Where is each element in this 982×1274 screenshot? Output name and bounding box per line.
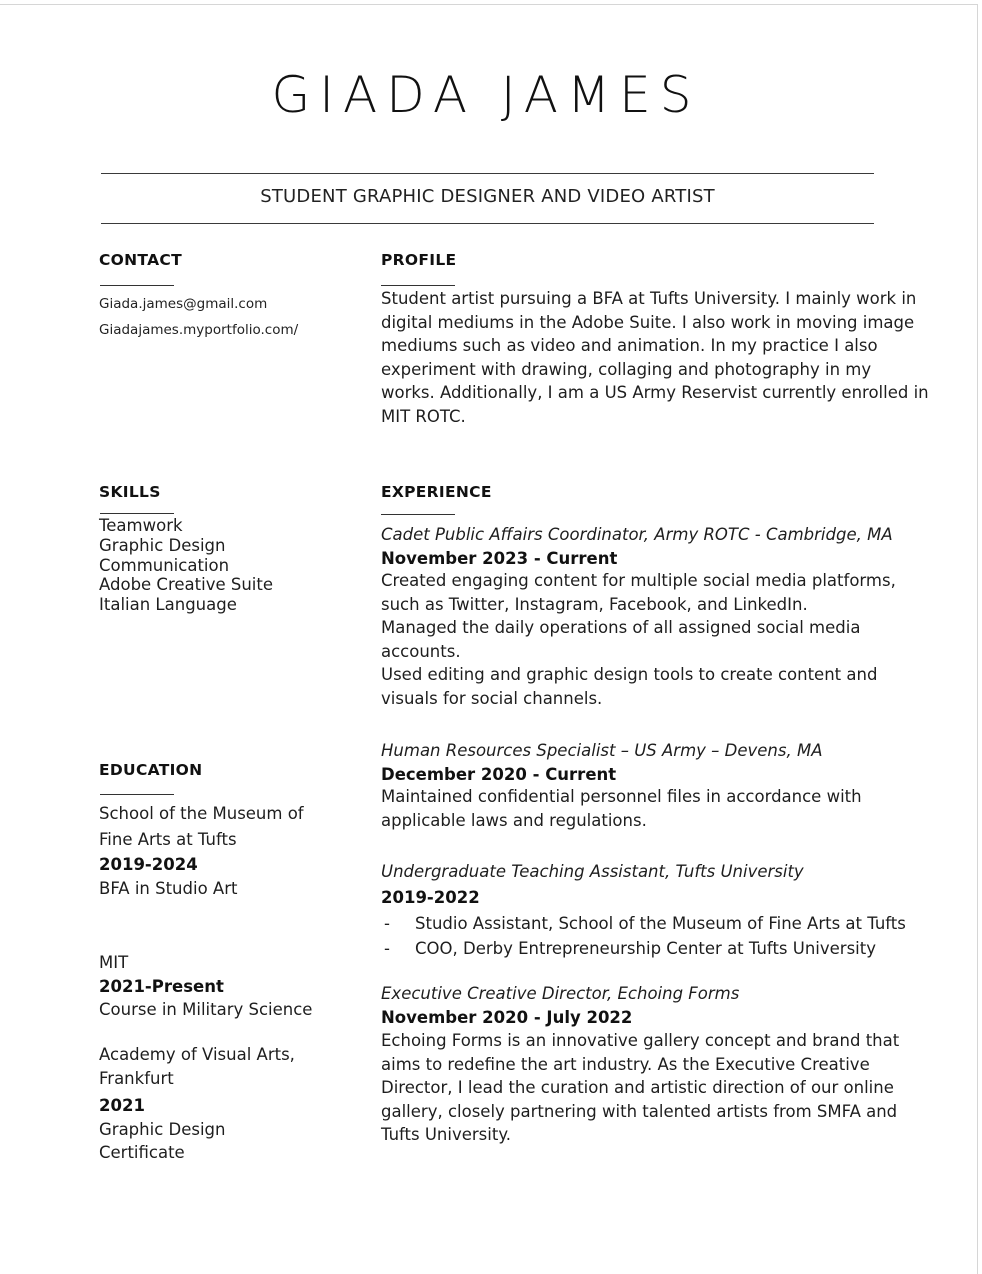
- job-entry: [381, 523, 893, 570]
- bullet-dash: -: [384, 939, 390, 958]
- profile-line: MIT ROTC.: [381, 406, 466, 426]
- profile-line: Student artist pursuing a BFA at Tufts University. I mainly work in: [381, 289, 917, 308]
- job-description: [381, 1029, 899, 1147]
- education-heading: EDUCATION: [99, 761, 203, 779]
- skills-list: [99, 516, 273, 615]
- profile-heading: PROFILE: [381, 251, 457, 269]
- education-degree: Graphic Design: [99, 1119, 226, 1139]
- education-entry-details: [99, 1094, 225, 1165]
- skills-heading: SKILLS: [99, 483, 161, 501]
- job-dates: December 2020 - Current: [381, 764, 617, 784]
- job-bullet-text: COO, Derby Entrepreneurship Center at Tufts University: [415, 939, 876, 958]
- job-line: Director, I lead the curation and artistic direction of our online: [381, 1078, 894, 1098]
- profile-line: digital mediums in the Adobe Suite. I also work in moving image: [381, 312, 915, 332]
- job-entry: [381, 739, 823, 786]
- job-line: applicable laws and regulations.: [381, 810, 647, 830]
- school-line: Academy of Visual Arts,: [99, 1045, 295, 1064]
- job-title: Cadet Public Affairs Coordinator, Army ROTC - Cambridge, MA: [381, 525, 893, 544]
- school-line: Fine Arts at Tufts: [99, 830, 237, 849]
- education-dates: 2021-Present: [99, 976, 224, 996]
- job-line: Used editing and graphic design tools to create content and: [381, 665, 878, 685]
- skills-heading-underline: [100, 513, 174, 514]
- job-description: [381, 569, 896, 711]
- skill-item: Teamwork: [99, 516, 183, 535]
- education-degree: Course in Military Science: [99, 1000, 313, 1020]
- job-line: Tufts University.: [381, 1125, 511, 1145]
- job-line: visuals for social channels.: [381, 688, 603, 708]
- contact-heading: CONTACT: [99, 251, 182, 269]
- skill-item: Adobe Creative Suite: [99, 575, 273, 595]
- tagline: STUDENT GRAPHIC DESIGNER AND VIDEO ARTIST: [260, 186, 715, 207]
- job-line: accounts.: [381, 641, 461, 661]
- job-line: Echoing Forms is an innovative gallery concept and brand that: [381, 1031, 900, 1050]
- experience-heading: EXPERIENCE: [381, 483, 492, 501]
- contact-email[interactable]: Giada.james@gmail.com: [99, 296, 268, 312]
- bullet-dash: -: [384, 914, 390, 933]
- profile-line: experiment with drawing, collaging and photography in my: [381, 359, 872, 379]
- school-line: MIT: [99, 953, 129, 972]
- job-line: gallery, closely partnering with talented artists from SMFA and: [381, 1101, 898, 1121]
- header-rule-bottom: [101, 223, 874, 224]
- job-line: such as Twitter, Instagram, Facebook, and LinkedIn.: [381, 594, 808, 614]
- job-title: Undergraduate Teaching Assistant, Tufts University: [381, 862, 804, 881]
- skill-item: Communication: [99, 555, 230, 575]
- candidate-name: GIADA JAMES: [271, 66, 701, 124]
- education-heading-underline: [100, 794, 174, 795]
- profile-heading-underline: [381, 285, 455, 286]
- job-bullet-item: [381, 936, 906, 961]
- job-description: [381, 785, 862, 832]
- job-line: Maintained confidential personnel files in accordance with: [381, 787, 862, 806]
- skill-item: Italian Language: [99, 595, 237, 615]
- job-entry: [381, 860, 804, 909]
- job-title: Human Resources Specialist – US Army – Devens, MA: [381, 741, 823, 760]
- job-dates: 2019-2022: [381, 887, 480, 907]
- education-degree: BFA in Studio Art: [99, 878, 238, 898]
- profile-line: works. Additionally, I am a US Army Reservist currently enrolled in: [381, 383, 929, 403]
- job-title: Executive Creative Director, Echoing Forms: [381, 984, 740, 1003]
- education-dates: 2021: [99, 1096, 145, 1115]
- profile-text: [381, 287, 929, 429]
- job-bullet-item: [381, 911, 906, 936]
- experience-heading-underline: [381, 514, 455, 515]
- job-line: aims to redefine the art industry. As the Executive Creative: [381, 1054, 870, 1074]
- profile-line: mediums such as video and animation. In my practice I also: [381, 336, 878, 356]
- education-dates: 2019-2024: [99, 855, 198, 874]
- education-school: [99, 1043, 295, 1090]
- contact-website[interactable]: Giadajames.myportfolio.com/: [99, 322, 299, 338]
- job-line: Managed the daily operations of all assigned social media: [381, 618, 861, 638]
- education-school: [99, 801, 304, 853]
- school-line: Frankfurt: [99, 1068, 174, 1088]
- school-line: School of the Museum of: [99, 804, 304, 823]
- education-entry-details: [99, 853, 237, 900]
- job-entry: [381, 982, 739, 1029]
- job-bullet-text: Studio Assistant, School of the Museum of Fine Arts at Tufts: [415, 914, 906, 933]
- job-dates: November 2020 - July 2022: [381, 1007, 633, 1027]
- contact-heading-underline: [100, 285, 174, 286]
- skill-item: Graphic Design: [99, 535, 226, 555]
- job-dates: November 2023 - Current: [381, 548, 618, 568]
- education-degree: Certificate: [99, 1143, 185, 1163]
- job-line: Created engaging content for multiple social media platforms,: [381, 571, 896, 590]
- job-bullet-list: [381, 911, 906, 961]
- header-rule-top: [101, 173, 874, 174]
- education-entry: [99, 951, 312, 1022]
